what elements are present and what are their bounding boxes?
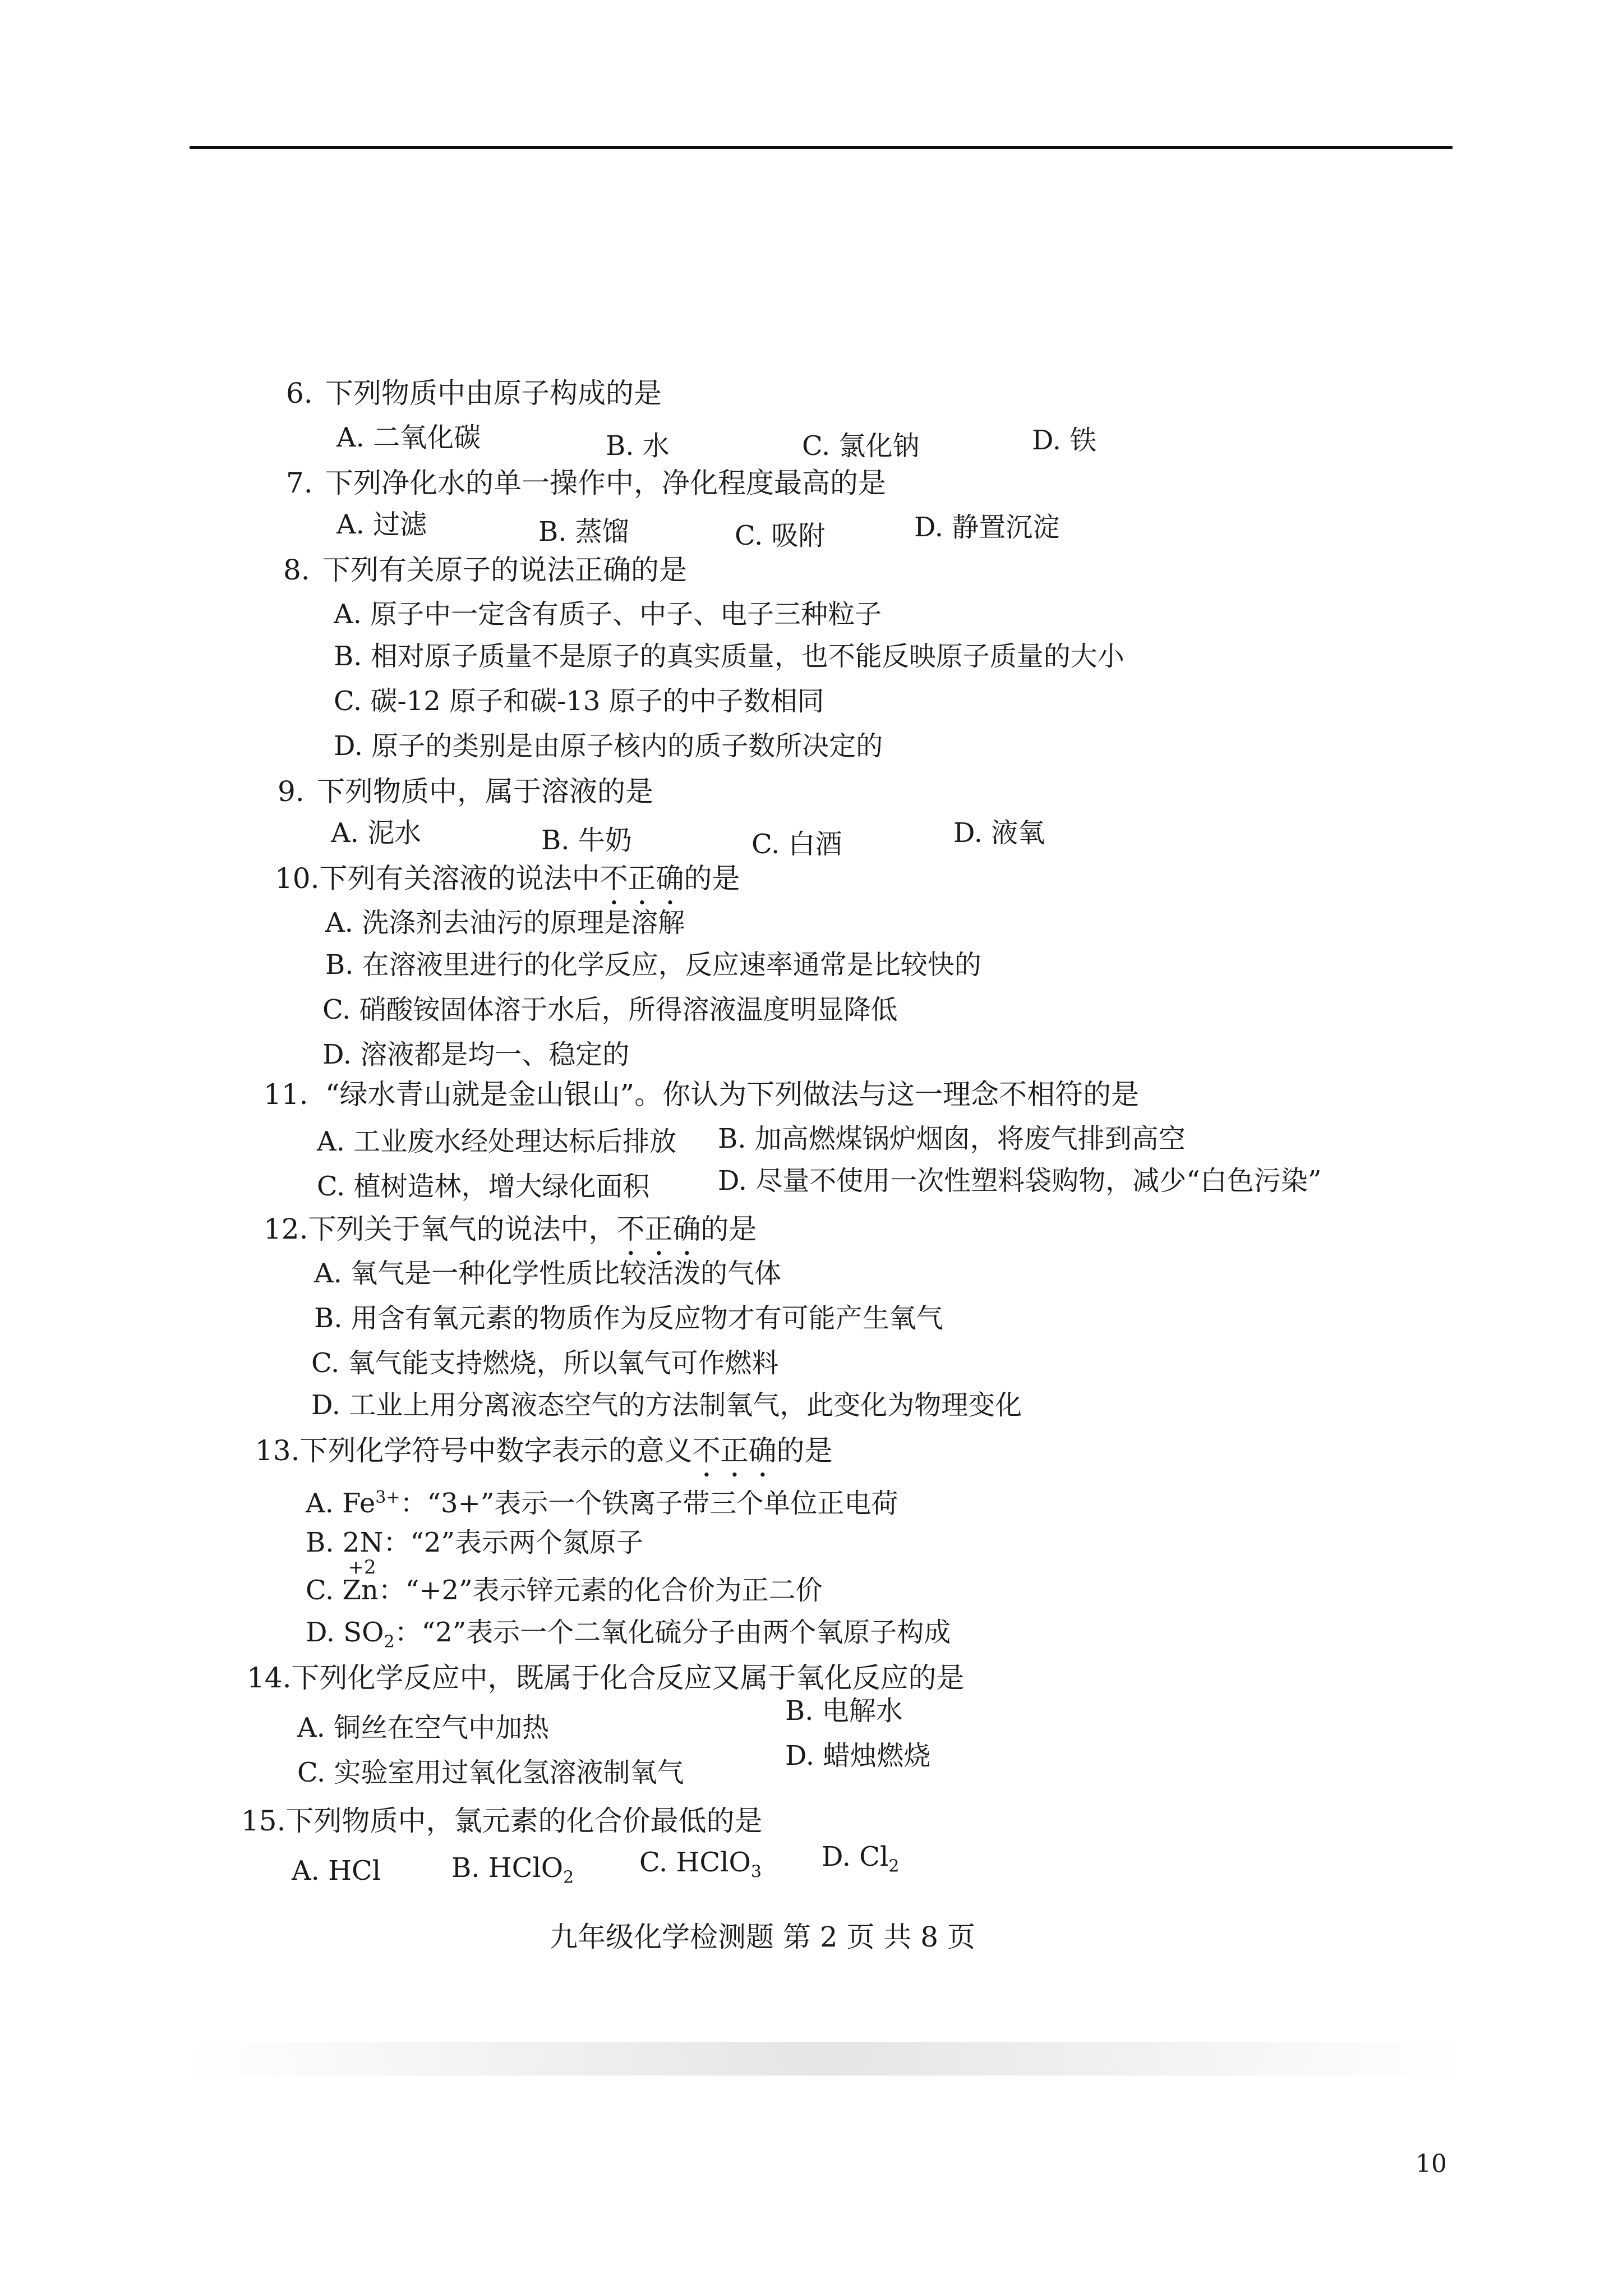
option-c: C. 植树造林，增大绿化面积 <box>317 1171 650 1202</box>
question-text: 下列物质中由原子构成的是 <box>325 377 662 409</box>
option-c: C. 实验室用过氧化氢溶液制氧气 <box>297 1757 684 1788</box>
option-a: A. 泥水 <box>331 817 422 849</box>
question-text: 下列净化水的单一操作中，净化程度最高的是 <box>325 467 886 499</box>
question-text-end: 的是 <box>776 1434 833 1467</box>
option-label: A. Fe <box>306 1488 376 1519</box>
emphasis-text: 不正确 <box>616 1213 701 1245</box>
question-14 <box>247 1660 965 1695</box>
option-b: B. 电解水 <box>785 1695 903 1727</box>
option-a: A. 氧气是一种化学性质比较活泼的气体 <box>314 1258 782 1289</box>
option-d: D. 静置沉淀 <box>914 512 1060 543</box>
option-a: A. 过滤 <box>336 509 427 540</box>
option-a <box>306 1481 898 1520</box>
question-number: 11. <box>264 1078 308 1111</box>
option-a: A. 工业废水经处理达标后排放 <box>317 1126 677 1157</box>
option-text: ：“+2”表示锌元素的化合价为正二价 <box>378 1575 823 1606</box>
question-text: 下列有关溶液的说法中 <box>319 862 600 895</box>
question-number: 15. <box>241 1805 286 1837</box>
emphasis-text: 不正确 <box>692 1434 777 1467</box>
option-a: A. 二氧化碳 <box>336 422 481 453</box>
option-c: C. 氯化钠 <box>802 430 920 462</box>
option-c: C. 碳-12 原子和碳-13 原子的中子数相同 <box>334 685 824 717</box>
question-13 <box>255 1433 833 1483</box>
subscript: 3 <box>750 1862 762 1882</box>
option-label: B. HClO <box>451 1852 564 1884</box>
option-c: C. 氧气能支持燃烧，所以氧气可作燃料 <box>311 1347 779 1379</box>
option-a: A. 铜丝在空气中加热 <box>297 1712 550 1743</box>
question-6 <box>286 376 662 411</box>
question-number: 14. <box>247 1662 292 1694</box>
question-15 <box>241 1803 763 1838</box>
option-a: A. 原子中一定含有质子、中子、电子三种粒子 <box>334 599 882 630</box>
option-b: B. 蒸馏 <box>538 516 629 547</box>
option-b: B. 在溶液里进行的化学反应，反应速率通常是比较快的 <box>325 949 981 981</box>
question-text-end: 的是 <box>684 862 740 895</box>
question-text: 下列化学符号中数字表示的意义 <box>299 1434 693 1467</box>
question-number: 13. <box>255 1434 300 1467</box>
question-text: “绿水青山就是金山银山”。你认为下列做法与这一理念不相符的是 <box>325 1078 1140 1111</box>
option-d: D. 液氧 <box>953 817 1045 849</box>
option-c <box>639 1846 762 1889</box>
question-text: 下列物质中，氯元素的化合价最低的是 <box>285 1805 763 1837</box>
question-number: 7. <box>286 467 313 499</box>
question-number: 12. <box>264 1213 308 1245</box>
option-d: D. 原子的类别是由原子核内的质子数所决定的 <box>334 730 883 762</box>
subscript: 2 <box>888 1856 900 1876</box>
option-d: D. 蜡烛燃烧 <box>785 1740 931 1772</box>
page-number: 10 <box>1415 2150 1447 2178</box>
subscript: 2 <box>384 1632 395 1652</box>
scan-smudge <box>185 2042 1464 2076</box>
question-9 <box>278 774 653 809</box>
option-c: C. 吸附 <box>735 520 826 551</box>
question-text: 下列关于氧气的说法中， <box>308 1213 617 1245</box>
option-d: D. 尽量不使用一次性塑料袋购物，减少“白色污染” <box>718 1165 1322 1197</box>
option-a: A. 洗涤剂去油污的原理是溶解 <box>325 907 685 938</box>
option-b: B. 用含有氧元素的物质作为反应物才有可能产生氧气 <box>314 1303 943 1334</box>
option-b <box>451 1851 574 1895</box>
valence-overscript: +2 <box>348 1556 376 1579</box>
option-c: C. 白酒 <box>751 829 842 860</box>
question-number: 6. <box>286 377 313 409</box>
question-11 <box>264 1077 1139 1112</box>
option-b: B. 相对原子质量不是原子的真实质量，也不能反映原子质量的大小 <box>334 641 1124 672</box>
question-7 <box>286 466 886 500</box>
emphasis-text: 不正确 <box>600 862 684 895</box>
question-text: 下列物质中，属于溶液的是 <box>317 775 653 808</box>
option-c <box>306 1556 823 1607</box>
option-b: B. 牛奶 <box>541 825 632 856</box>
element-symbol: Zn <box>342 1575 379 1606</box>
option-d <box>306 1616 951 1659</box>
subscript: 2 <box>563 1867 574 1888</box>
question-8 <box>283 553 687 587</box>
option-label: C. <box>306 1575 343 1606</box>
question-number: 10. <box>275 862 320 895</box>
option-b: B. 加高燃煤锅炉烟囱，将废气排到高空 <box>718 1123 1186 1154</box>
option-b: B. 水 <box>606 430 670 462</box>
option-label: D. SO <box>306 1617 384 1648</box>
question-number: 9. <box>278 775 305 808</box>
option-label: C. HClO <box>639 1847 751 1878</box>
question-text-end: 的是 <box>700 1213 757 1245</box>
option-b: B. 2N：“2”表示两个氮原子 <box>306 1527 643 1558</box>
option-d: D. 工业上用分离液态空气的方法制氧气，此变化为物理变化 <box>311 1389 1022 1421</box>
option-c: C. 硝酸铵固体溶于水后，所得溶液温度明显降低 <box>322 994 898 1025</box>
option-d: D. 溶液都是均一、稳定的 <box>322 1039 630 1070</box>
question-10 <box>275 861 740 911</box>
option-text: ：“3+”表示一个铁离子带三个单位正电荷 <box>400 1488 898 1519</box>
question-12 <box>264 1212 757 1262</box>
option-d <box>822 1840 899 1884</box>
page-footer: 九年级化学检测题 第 2 页 共 8 页 <box>550 1921 975 1953</box>
charge-superscript: 3+ <box>375 1488 400 1507</box>
option-label: D. Cl <box>822 1841 889 1872</box>
option-a: A. HCl <box>292 1855 381 1887</box>
top-rule <box>190 146 1453 149</box>
option-d: D. 铁 <box>1032 425 1097 456</box>
question-text: 下列有关原子的说法正确的是 <box>322 554 687 586</box>
question-number: 8. <box>283 554 310 586</box>
question-text: 下列化学反应中，既属于化合反应又属于氧化反应的是 <box>291 1662 965 1694</box>
option-text: ：“2”表示一个二氧化硫分子由两个氧原子构成 <box>394 1617 951 1648</box>
